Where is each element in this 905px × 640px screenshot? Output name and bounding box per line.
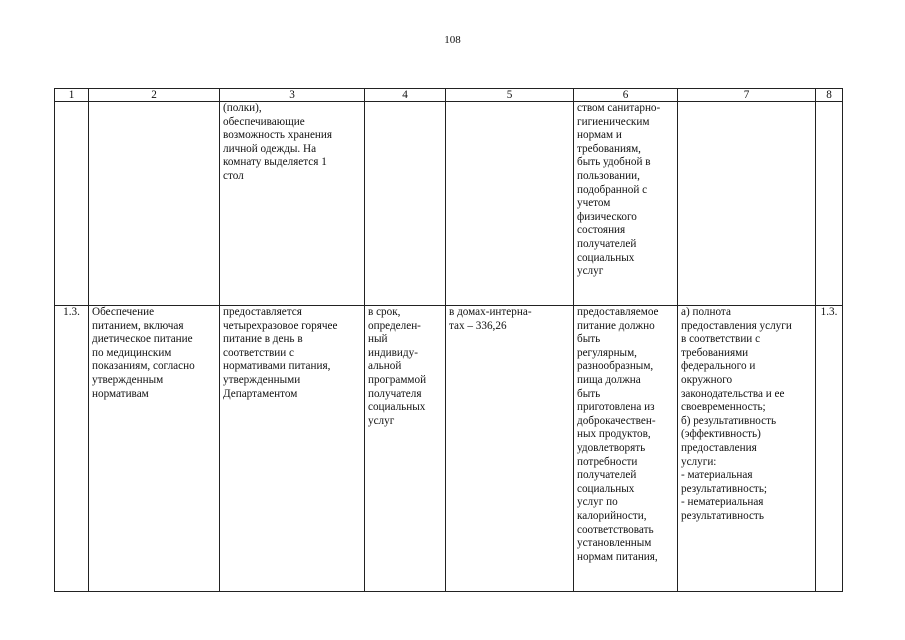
table-row-1-3 (55, 306, 843, 592)
table-header-row (55, 89, 843, 102)
cell-number (55, 102, 89, 306)
header-col-4: 4 (365, 89, 446, 102)
cell-requirements: предоставляемое питание должно быть регулярным, разнообразным, пища должна быть приготовлена из доброкачествен- ных продуктов, удовлетворять потребности получателей социальных услуг по калорийности, соответствовать установленным нормам питания, (574, 306, 678, 592)
cell-number-right: 1.3. (816, 306, 843, 592)
cell-number: 1.3. (55, 306, 89, 592)
cell-number-right (816, 102, 843, 306)
cell-description: предоставляется четырехразовое горячее питание в день в соответствии с нормативами питания, утвержденными Департаментом (220, 306, 365, 592)
cell-term: в срок, определен- ный индивиду- альной программой получателя социальных услуг (365, 306, 446, 592)
cell-requirements: ством санитарно- гигиеническим нормам и требованиям, быть удобной в пользовании, подобранной с учетом физического состояния получателей социальных услуг (574, 102, 678, 306)
cell-quality-criteria (678, 102, 816, 306)
cell-service-name: Обеспечение питанием, включая диетическое питание по медицинским показаниям, согласно утвержденным нормативам (89, 306, 220, 592)
header-col-8: 8 (816, 89, 843, 102)
header-col-3: 3 (220, 89, 365, 102)
cell-description: (полки), обеспечивающие возможность хранения личной одежды. На комнату выделяется 1 стол (220, 102, 365, 306)
page-number: 108 (444, 34, 461, 46)
cell-tariff (446, 102, 574, 306)
table-row-continuation (55, 102, 843, 306)
header-col-1: 1 (55, 89, 89, 102)
header-col-5: 5 (446, 89, 574, 102)
header-col-7: 7 (678, 89, 816, 102)
cell-service-name (89, 102, 220, 306)
cell-quality-criteria: а) полнота предоставления услуги в соответствии с требованиями федерального и окружного законодательства и ее своевременность; б) результативность (эффективность) предоставления услуги: - материальная результативность; - нематериальная результативность (678, 306, 816, 592)
header-col-6: 6 (574, 89, 678, 102)
cell-tariff: в домах-интерна- тах – 336,26 (446, 306, 574, 592)
header-col-2: 2 (89, 89, 220, 102)
cell-term (365, 102, 446, 306)
services-table (54, 88, 843, 592)
